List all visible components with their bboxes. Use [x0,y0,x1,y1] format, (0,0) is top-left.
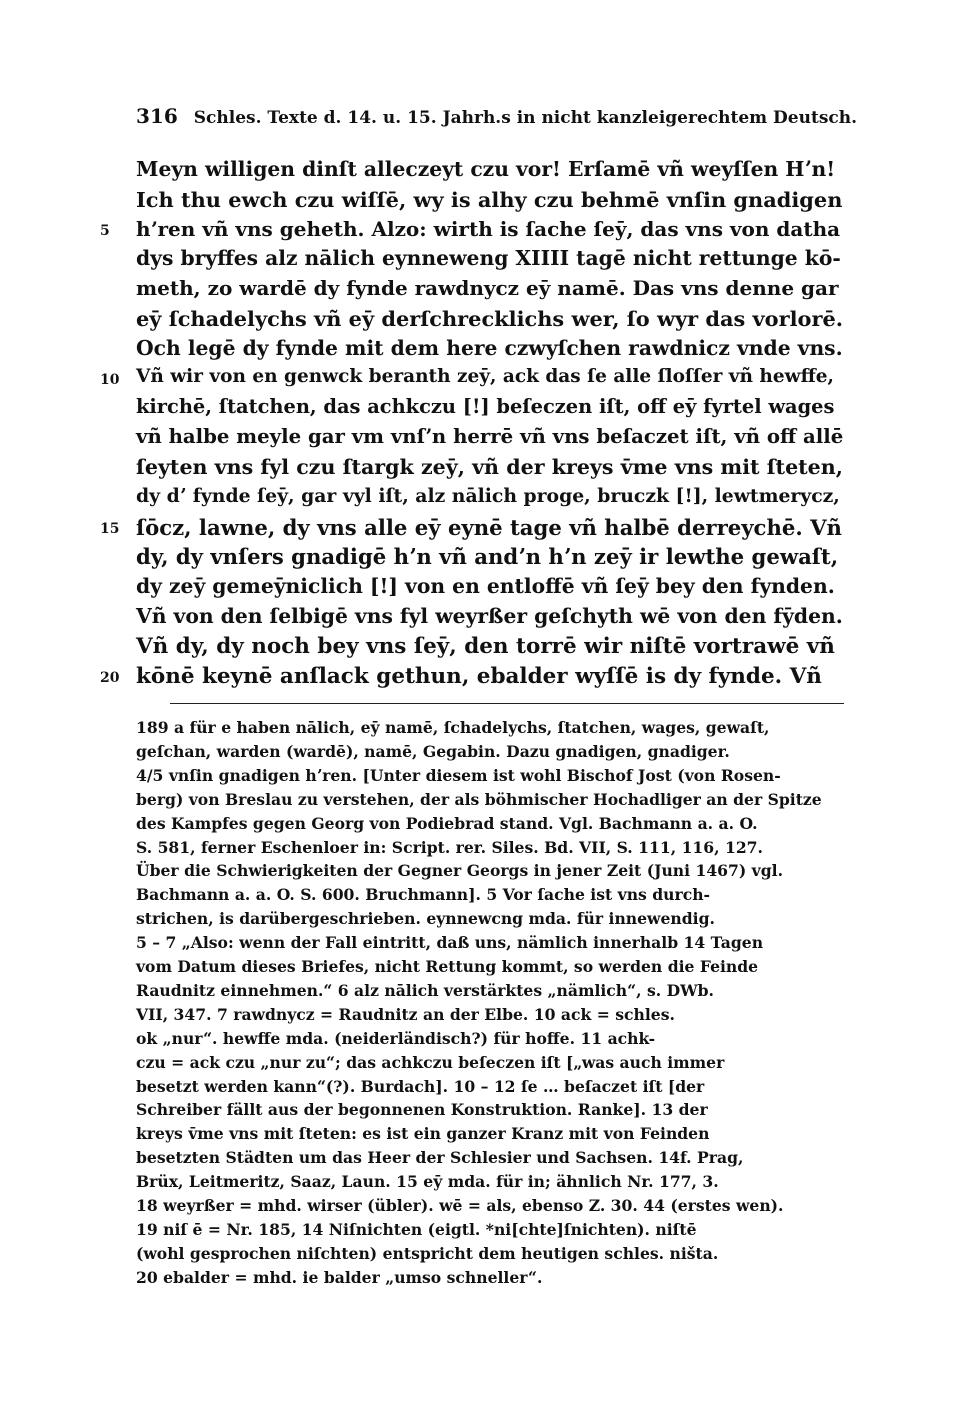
footnote-rule [170,703,844,704]
line-number: 15 [100,520,120,537]
footnote-line: des Kampfes gegen Georg von Podiebrad stand. Vgl. Bachmann a. a. O. [136,813,758,833]
text-line: ſeyten vns fyl czu ſtargk zeȳ, vñ der kreys v̄me vns mit ſteten, [136,455,843,479]
footnote-line: 19 niſ ē = Nr. 185, 14 Niſnichten (eigtl. *ni[chte]ſnichten). niſtē [136,1219,697,1239]
running-header [136,104,857,128]
footnote-line: besetzten Städten um das Heer der Schlesier und Sachsen. 14f. Prag, [136,1148,744,1168]
text-line: Vñ dy, dy noch bey vns ſeȳ, den torrē wir niſtē vortrawē vñ [136,633,835,659]
line-number: 10 [100,371,120,388]
footnote-line: besetzt werden kann“(?). Burdach]. 10 – 12 ſe … beſaczet iſt [der [136,1076,705,1096]
text-line: Ich thu ewch czu wiſſē, wy is alhy czu behmē vnſin gnadigen [136,186,843,212]
footnote-line: 18 weyrßer = mhd. wirser (übler). wē = als, ebenso Z. 30. 44 (erstes wen). [136,1196,784,1215]
footnote-line: berg) von Breslau zu verstehen, der als böhmischer Hochadliger an der Spitze [136,789,822,809]
footnote-line: Schreiber fällt aus der begonnenen Konstruktion. Ranke]. 13 der [136,1100,708,1120]
text-line: Vñ wir von en genwck beranth zeȳ, ack das ſe alle ſloſſer vñ hewffe, [136,365,834,387]
text-line: dy zeȳ gemeȳniclich [!] von en entloffē vñ ſeȳ bey den fynden. [136,574,835,599]
page-number: 316 [136,104,178,128]
footnote-line: 5 – 7 „Also: wenn der Fall eintritt, daß uns, nämlich innerhalb 14 Tagen [136,933,764,953]
text-line: kirchē, ſtatchen, das achkczu [!] beſeczen iſt, off eȳ fyrtel wages [136,395,835,419]
text-line: meth, zo wardē dy fynde rawdnycz eȳ namē. Das vns denne gar [136,276,839,301]
footnote-line: geſchan, warden (wardē), namē, Gegabin. Dazu gnadigen, gnadiger. [136,741,730,761]
footnote-line: VII, 347. 7 rawdnycz = Raudnitz an der Elbe. 10 ack = schles. [136,1004,675,1024]
text-line: dy, dy vnſers gnadigē hʼn vñ andʼn hʼn zeȳ ir lewthe gewaſt, [136,544,839,570]
footnote-line: strichen, is darübergeschrieben. eynnewcng mda. für innewendig. [136,909,715,929]
text-line: dy dʼ fynde ſeȳ, gar vyl iſt, alz nālich proge, bruczk [!], lewtmerycz, [136,484,840,507]
running-title: Schles. Texte d. 14. u. 15. Jahrh.s in nicht kanzleigerechtem Deutsch. [193,108,858,128]
text-line: hʼren vñ vns geheth. Alzo: wirth is ſache ſeȳ, das vns von datha [136,216,841,241]
text-line: dys bryffes alz nālich eynneweng XIIII tagē nicht rettunge kō- [136,246,841,271]
line-number: 5 [100,222,110,239]
footnote-line: ok „nur“. hewffe mda. (neiderländisch?) für hoffe. 11 achk- [136,1028,656,1048]
footnote-line: S. 581, ferner Eschenloer in: Script. rer. Siles. Bd. VII, S. 111, 116, 127. [136,837,763,857]
text-line: kōnē keynē anſlack gethun, ebalder wyſſē is dy fynde. Vñ [136,663,822,689]
footnote-line: Raudnitz einnehmen.“ 6 alz nālich verstärktes „nämlich“, s. DWb. [136,980,714,1000]
footnote-line: kreys v̄me vns mit ſteten: es ist ein ganzer Kranz mit von Feinden [136,1124,710,1144]
text-line: Vñ von den ſelbigē vns fyl weyrßer geſchyth wē von den fȳden. [136,604,843,628]
footnote-line: vom Datum dieses Briefes, nicht Rettung kommt, so werden die Feinde [136,957,759,976]
footnote-line: 189 a für e haben nālich, eȳ namē, ſchadelychs, ſtatchen, wages, gewaſt, [136,718,770,737]
footnote-line: (wohl gesprochen niſchten) entspricht dem heutigen schles. ništa. [136,1243,719,1263]
text-line: Och legē dy fynde mit dem here czwyſchen rawdnicz vnde vns. [136,335,843,360]
footnote-line: 4/5 vnſin gnadigen hʼren. [Unter diesem ist wohl Bischof Jost (von Rosen- [136,765,781,785]
footnote-line: Über die Schwierigkeiten der Gegner Georgs in jener Zeit (Juni 1467) vgl. [136,861,783,881]
footnote-line: 20 ebalder = mhd. ie balder „umso schneller“. [136,1267,543,1287]
line-number: 20 [100,669,120,686]
text-line: vñ halbe meyle gar vm vnſʼn herrē vñ vns beſaczet iſt, vñ off allē [136,425,844,449]
text-line: Meyn willigen dinſt alleczeyt czu vor! Erſamē vñ weyſſen Hʼn! [136,157,836,181]
footnote-line: Bachmann a. a. O. S. 600. Bruchmann]. 5 Vor ſache ist vns durch- [136,885,711,905]
text-line: eȳ ſchadelychs vñ eȳ derſchrecklichs wer, ſo wyr das vorlorē. [136,306,844,331]
footnote-line: Brüx, Leitmeritz, Saaz, Laun. 15 eȳ mda. für in; ähnlich Nr. 177, 3. [136,1172,719,1192]
footnote-line: czu = ack czu „nur zu“; das achkczu beſeczen iſt [„was auch immer [136,1052,725,1072]
text-line: ſōcz, lawne, dy vns alle eȳ eynē tage vñ halbē derreychē. Vñ [136,514,842,540]
